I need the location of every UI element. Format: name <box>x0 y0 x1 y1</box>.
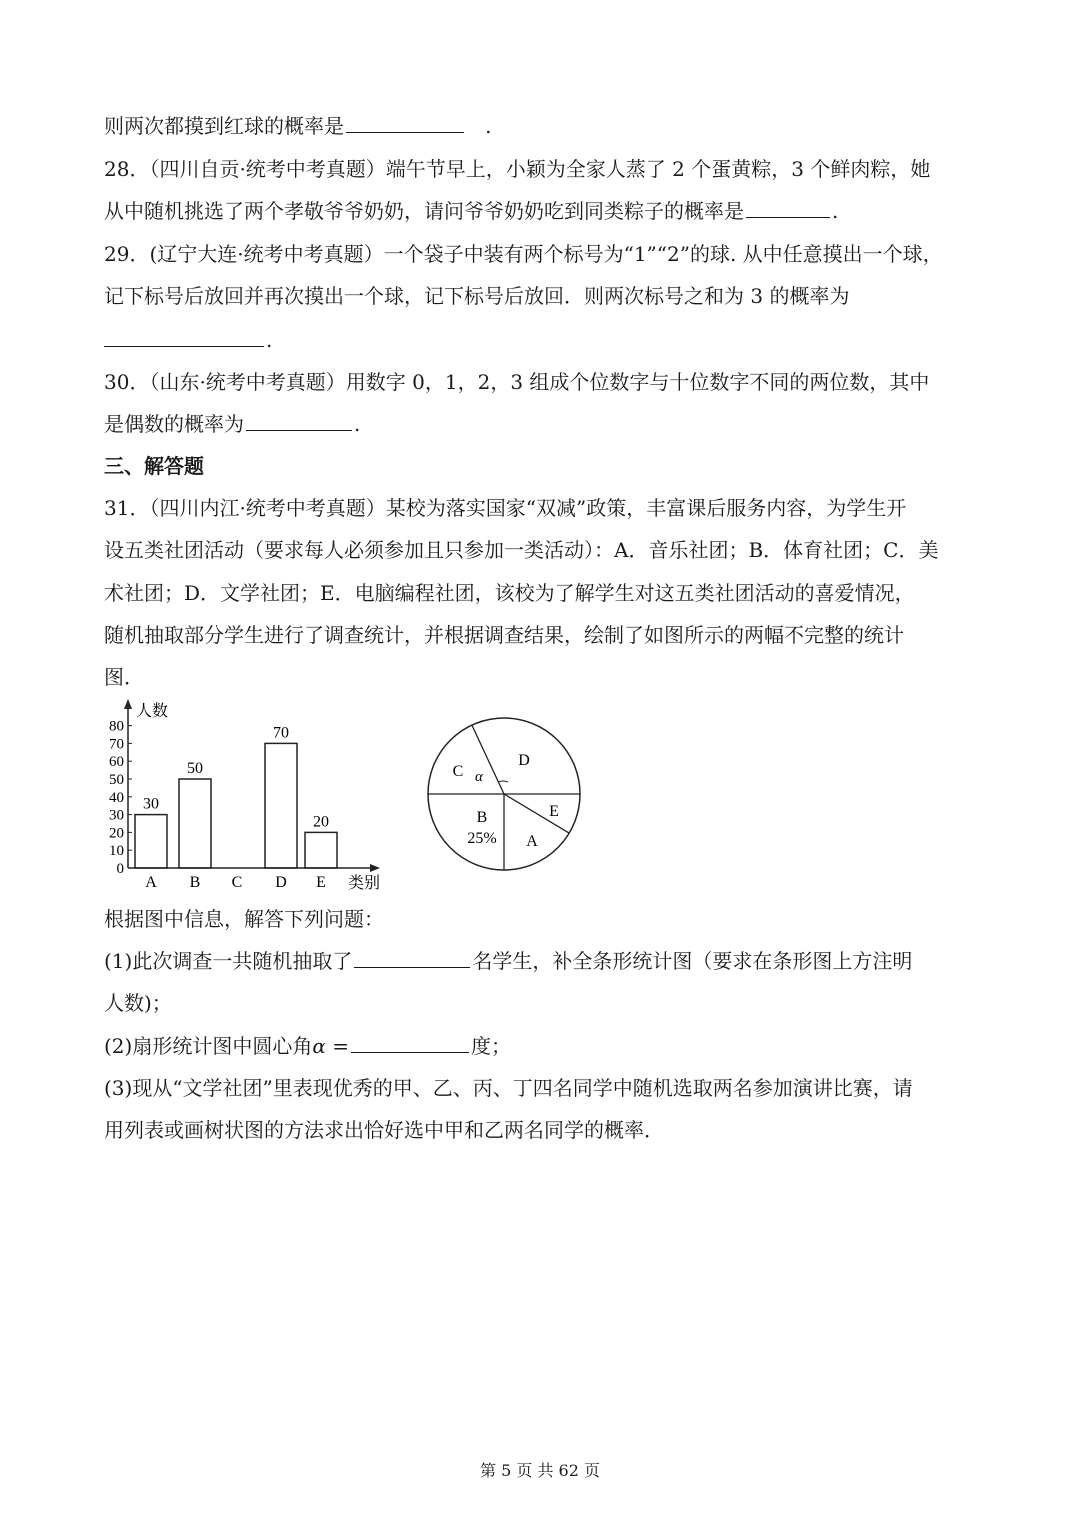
bar-chart <box>96 694 396 894</box>
q31-line1: 31．（四川内江·统考中考真题）某校为落实国家“双减”政策，丰富课后服务内容，为学生开 <box>104 496 907 520</box>
x-tick-label: E <box>316 874 326 891</box>
pie-slice-label-C: C <box>452 763 464 780</box>
bar-D <box>265 743 297 868</box>
q30-line2: 是偶数的概率为 . <box>104 412 361 436</box>
y-tick-label: 70 <box>109 736 124 753</box>
bar-A <box>135 815 167 868</box>
q27-tail: 则两次都摸到红球的概率是 . <box>104 114 492 138</box>
answer-blank[interactable] <box>346 112 464 133</box>
bar-value-label: 30 <box>143 795 159 813</box>
q31-p3-line2: 用列表或画树状图的方法求出恰好选中甲和乙两名同学的概率． <box>104 1118 664 1142</box>
x-tick-label: D <box>275 874 287 891</box>
y-axis-label: 人数 <box>136 703 169 720</box>
q31-p3-line1: (3)现从“文学社团”里表现优秀的甲、乙、丙、丁四名同学中随机选取两名参加演讲比赛，请 <box>104 1076 913 1100</box>
pie-slice-value-B: 25% <box>467 830 497 847</box>
y-tick-label: 80 <box>109 718 124 735</box>
angle-label: α <box>475 769 483 785</box>
y-tick-label: 20 <box>109 825 124 842</box>
bar-value-label: 20 <box>313 813 329 831</box>
y-tick-label: 60 <box>109 754 124 771</box>
bar-B <box>179 779 211 868</box>
q31-line4: 随机抽取部分学生进行了调查统计，并根据调查结果，绘制了如图所示的两幅不完整的统计 <box>104 623 904 647</box>
q29-line1: 29．(辽宁大连·统考中考真题）一个袋子中装有两个标号为“1”“2”的球. 从中任意摸出一个球， <box>104 242 943 266</box>
x-tick-label: A <box>145 874 157 891</box>
y-tick-label: 50 <box>109 772 124 788</box>
answer-blank[interactable] <box>104 326 264 347</box>
answer-blank[interactable] <box>246 410 352 431</box>
answer-blank[interactable] <box>354 947 470 968</box>
pie-slice-label-B: B <box>476 809 488 826</box>
bar-E <box>305 832 337 868</box>
section-heading: 三、解答题 <box>104 454 204 478</box>
pie-slice-label-D: D <box>518 752 530 769</box>
y-axis-arrow <box>124 699 132 709</box>
y-tick-label: 0 <box>116 861 124 877</box>
bar-value-label: 50 <box>187 760 203 777</box>
pie-slice-boundary <box>504 794 569 833</box>
page-footer: 第 5 页 共 62 页 <box>480 1461 600 1480</box>
y-tick-label: 10 <box>109 843 124 860</box>
x-tick-label: B <box>189 874 201 891</box>
answer-blank[interactable] <box>351 1032 469 1053</box>
x-axis-arrow <box>370 864 380 872</box>
angle-arc <box>498 781 508 782</box>
answer-blank[interactable] <box>746 197 830 218</box>
q31-line5: 图． <box>104 665 144 689</box>
x-axis-label: 类别 <box>348 875 381 892</box>
y-tick-label: 30 <box>109 807 124 824</box>
q29-line3: . <box>104 326 272 354</box>
q28-line2: 从中随机挑选了两个孝敬爷爷奶奶，请问爷爷奶奶吃到同类粽子的概率是 . <box>104 199 839 223</box>
q30-line1: 30．（山东·统考中考真题）用数字 0，1，2，3 组成个位数字与十位数字不同的两位数，其中 <box>104 370 930 394</box>
q31-line3: 术社团；D．文学社团；E．电脑编程社团，该校为了解学生对这五类社团活动的喜爱情况， <box>104 581 915 605</box>
pie-slice-label-E: E <box>549 803 559 820</box>
q31-p2: (2)扇形统计图中圆心角α = 度； <box>104 1034 511 1058</box>
q31-p1: (1)此次调查一共随机抽取了 名学生，补全条形统计图（要求在条形图上方注明 <box>104 949 913 973</box>
pie-chart <box>420 714 590 884</box>
y-tick-label: 40 <box>109 789 124 806</box>
q31-intro: 根据图中信息，解答下列问题： <box>104 907 384 931</box>
q28-line1: 28．（四川自贡·统考中考真题）端午节早上，小颖为全家人蒸了 2 个蛋黄粽，3 个鲜肉粽，她 <box>104 157 931 181</box>
q29-line2: 记下标号后放回并再次摸出一个球，记下标号后放回．则两次标号之和为 3 的概率为 <box>104 284 850 308</box>
x-tick-label: C <box>231 874 243 891</box>
q31-line2: 设五类社团活动（要求每人必须参加且只参加一类活动）：A．音乐社团；B．体育社团；C．美 <box>104 538 939 562</box>
q31-p1-cont: 人数)； <box>104 991 172 1015</box>
pie-slice-label-A: A <box>526 833 538 850</box>
bar-value-label: 70 <box>273 724 289 742</box>
